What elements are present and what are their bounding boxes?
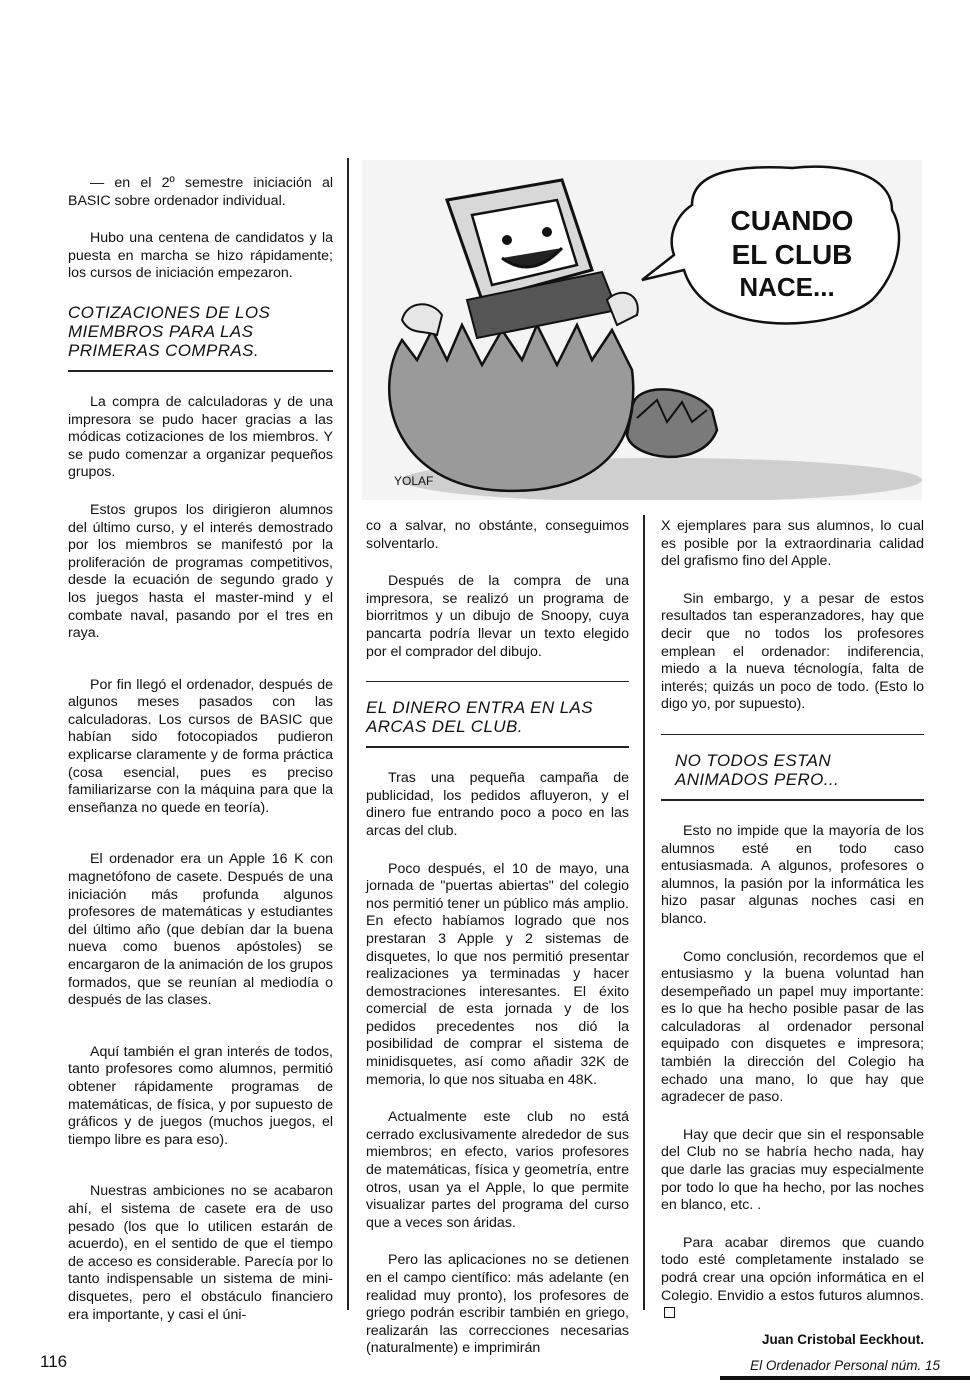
paragraph: Hay que decir que sin el responsable del Club no se habría hecho nada, hay que darle las gracias muy especialmente por todo lo que ha hecho, por las noches en blanco, etc. . <box>661 1126 924 1214</box>
column-1 <box>68 175 333 1344</box>
bubble-text-2: EL CLUB <box>731 239 853 270</box>
paragraph: Sin embargo, y a pesar de estos resultados tan esperanzadores, hay que decir que no todos los profesores emplean el ordenador: indiferencia, miedo a la nueva técnología, falta de interés; quizás un poco de todo. (Esto lo digo yo, por supuesto). <box>661 590 924 713</box>
paragraph-text: Para acabar diremos que cuando todo esté completamente instalado se podrá crear una opción informática en el Colegio. Envidio a estos futuros alumnos. <box>661 1234 924 1304</box>
paragraph: X ejemplares para sus alumnos, lo cual es posible por la extraordinaria calidad del grafismo fino del Apple. <box>661 518 924 570</box>
paragraph: Aquí también el gran interés de todos, tanto profesores como alumnos, permitió obtener rápidamente programas de matemáticas, de física, y por supuesto de gráficos y de juegos (muchos juegos, el tiempo libre es para eso). <box>68 1043 333 1148</box>
section-heading: COTIZACIONES DE LOS MIEMBROS PARA LAS PRIMERAS COMPRAS. <box>68 302 271 360</box>
divider <box>68 370 333 372</box>
page-number: 116 <box>40 1352 68 1371</box>
divider <box>661 734 924 735</box>
paragraph: La compra de calculadoras y de una impresora se pudo hacer gracias a las módicas cotizaciones de los miembros. Y se pudo comenzar a organizar pequeños grupos. <box>68 393 333 481</box>
cartoon-illustration <box>362 160 922 500</box>
paragraph: — en el 2º semestre iniciación al BASIC sobre ordenador individual. <box>68 175 333 209</box>
divider <box>366 681 629 682</box>
paragraph: Hubo una centena de candidatos y la puesta en marcha se hizo rápidamente; los cursos de iniciación empezaron. <box>68 230 333 282</box>
paragraph: Nuestras ambiciones no se acabaron ahí, el sistema de casete era de uso pesado (los que lo utilicen estarán de acuerdo), en el sentido de que el tiempo de acceso es considerable. Parecía por lo tanto indispensable un sistema de mini-disquetes, pero el obstáculo financiero era importante, y casi el úni- <box>68 1183 333 1323</box>
column-2 <box>366 518 629 1378</box>
section-heading: NO TODOS ESTAN ANIMADOS PERO... <box>675 750 840 789</box>
section-heading: EL DINERO ENTRA EN LAS ARCAS DEL CLUB. <box>366 698 594 737</box>
column-divider <box>347 158 349 1310</box>
paragraph: Poco después, el 10 de mayo, una jornada de "puertas abiertas" del colegio nos permitió tener un público más amplio. En efecto habíamos logrado que nos prestaran 3 Apple y 2 sistemas de disquetes, lo que nos permitió presentar realizaciones ya terminadas y hacer demostraciones interesantes. El éxito comercial de esta jornada y de los pedidos precedentes nos dió la posibilidad de comprar el sistema de minidisquetes, así como añadir 32K de memoria, lo que nos situaba en 48K. <box>366 860 629 1088</box>
column-divider <box>643 515 645 1310</box>
column-3 <box>661 518 924 1348</box>
paragraph: Pero las aplicaciones no se detienen en el campo científico: más adelante (en realidad muy pronto), los profesores de griego podrán escribir también en griego, realizarán las correcciones necesarias (naturalmente) e imprimirán <box>366 1252 629 1357</box>
divider <box>661 799 924 801</box>
artist-signature: YOLAF <box>394 474 434 488</box>
paragraph: Tras una pequeña campaña de publicidad, los pedidos afluyeron, y el dinero fue entrando poco a poco en las arcas del club. <box>366 770 629 839</box>
author-signature: Juan Cristobal Eeckhout. <box>761 1331 924 1347</box>
bubble-text-1: CUANDO <box>730 205 854 236</box>
magazine-footer: El Ordenador Personal núm. 15 <box>750 1358 940 1373</box>
paragraph: Por fin llegó el ordenador, después de algunos meses pasados con las calculadoras. Los cursos de BASIC que habían sido fotocopiados pudieron explicarse claramente y de forma práctica (cosa esencial, pues es preciso familiarizarse con la máquina para que la enseñanza no quede en teoría). <box>68 676 333 816</box>
end-mark-icon <box>664 1307 675 1318</box>
paragraph: El ordenador era un Apple 16 K con magnetófono de casete. Después de una iniciación más profunda algunos profesores de matemáticas y estudiantes del último año (que debían dar la buena nueva como buenos apóstoles) se encargaron de la animación de los grupos formados, que se reunían al mediodía o después de las clases. <box>68 851 333 1009</box>
paragraph <box>661 1235 924 1323</box>
paragraph: co a salvar, no obstánte, conseguimos solventarlo. <box>366 518 629 552</box>
bubble-text-3: NACE... <box>739 272 835 302</box>
paragraph: Estos grupos los dirigieron alumnos del último curso, y el interés demostrado por los miembros se manifestó por la proliferación de programas competitivos, desde la ecuación de segundo grado y los juegos hasta el master-mind y el combate naval, pasando por el tres en raya. <box>68 501 333 642</box>
paragraph: Después de la compra de una impresora, se realizó un programa de biorritmos y un dibujo de Snoopy, cuya pancarta podría llevar un texto elegido por el comprador del dibujo. <box>366 573 629 660</box>
paragraph: Como conclusión, recordemos que el entusiasmo y la buena voluntad han desempeñado un papel muy importante: es lo que ha hecho posible pasar de las calculadoras al ordenador personal equipado con disquetes e impresora; también la dirección del Colegio ha echado una mano, lo que hay que agradecer de paso. <box>661 948 924 1106</box>
paragraph: Esto no impide que la mayoría de los alumnos esté en todo caso entusiasmada. A algunos, profesores o alumnos, la pasión por la informática les hizo pasar algunas noches casi en blanco. <box>661 822 924 927</box>
paragraph: Actualmente este club no está cerrado exclusivamente alrededor de sus miembros; en efecto, varios profesores de matemáticas, física y geometría, entre otros, usan ya el Apple, lo que permite visualizar partes del programa del curso que a veces son áridas. <box>366 1109 629 1231</box>
divider <box>366 746 629 748</box>
footer-bar <box>720 1376 970 1380</box>
